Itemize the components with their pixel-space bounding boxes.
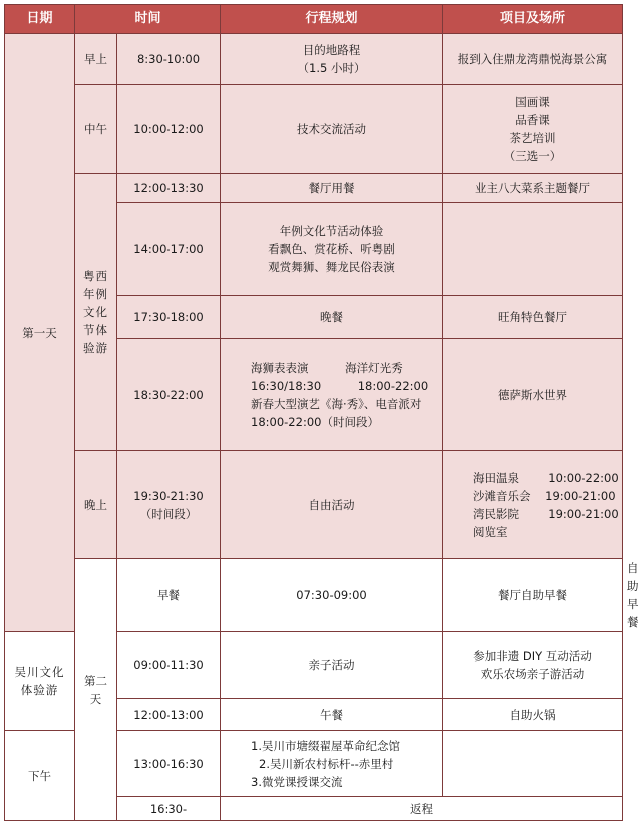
plan-cell: 午餐 [221,699,443,731]
period-label: 中午 [75,85,117,174]
time-cell: 13:00-16:30 [117,731,221,797]
venue-cell: 业主八大菜系主题餐厅 [443,174,623,203]
time-cell: 16:30- [117,797,221,821]
list-item: 3.微党课授课交流 [251,774,343,789]
time-cell: 19:30-21:30 （时间段） [117,451,221,559]
plan-cell: 餐厅自助早餐 [443,559,623,632]
time-cell: 07:30-09:00 [221,559,443,632]
header-row [5,5,623,34]
plan-cell: 晚餐 [221,296,443,339]
header-venue: 项目及场所 [443,5,623,34]
table-row [5,174,623,203]
table-row [5,85,623,174]
table-row: 第二天 早餐 07:30-09:00 餐厅自助早餐 自助早餐 [5,559,623,632]
plan-cell: 亲子活动 [221,632,443,699]
itinerary-table [4,4,639,821]
list-item: 1.吴川市塘缀翟屋革命纪念馆 [251,738,400,753]
time-cell: 8:30-10:00 [117,34,221,85]
header-time: 时间 [75,5,221,34]
venue-cell [443,203,623,296]
venue-cell: 国画课 品香课 茶艺培训 （三选一） [443,85,623,174]
venue-cell: 海田温泉 10:00-22:00 沙滩音乐会 19:00-21:00 湾民影院 19:00-21:00 阅览室 [443,451,623,559]
header-plan: 行程规划 [221,5,443,34]
plan-cell: 自由活动 [221,451,443,559]
plan-cell: 返程 [221,797,623,821]
period-label: 早上 [75,34,117,85]
time-cell: 14:00-17:00 [117,203,221,296]
day1-label: 第一天 [5,34,75,632]
header-date: 日期 [5,5,75,34]
plan-cell: 年例文化节活动体验 看飘色、赏花桥、听粤剧 观赏舞狮、舞龙民俗表演 [221,203,443,296]
venue-cell: 参加非遗 DIY 互动活动 欢乐农场亲子游活动 [443,632,623,699]
venue-cell [443,731,623,797]
table-row [5,34,623,85]
venue-cell: 旺角特色餐厅 [443,296,623,339]
time-cell: 12:00-13:30 [117,174,221,203]
plan-cell: 餐厅用餐 [221,174,443,203]
time-cell: 12:00-13:00 [117,699,221,731]
list-item: 2.吴川新农村标杆--赤里村 [259,756,394,771]
plan-cell: 目的地路程 （1.5 小时） [221,34,443,85]
period-label: 下午 [5,731,75,821]
time-cell: 17:30-18:00 [117,296,221,339]
venue-cell: 报到入住鼎龙湾鼎悦海景公寓 [443,34,623,85]
plan-cell: 海狮表表演 海洋灯光秀 16:30/18:30 18:00-22:00 新春大型演艺《海·秀》、电音派对 18:00-22:00（时间段） [221,339,443,451]
period-label: 晚上 [75,451,117,559]
time-cell: 10:00-12:00 [117,85,221,174]
day2-label: 第二天 [75,559,117,821]
plan-cell: 技术交流活动 [221,85,443,174]
venue-cell: 自助火锅 [443,699,623,731]
time-cell: 09:00-11:30 [117,632,221,699]
culture-tour-label: 粤西年例文化节体验游 [75,174,117,451]
time-cell: 18:30-22:00 [117,339,221,451]
culture-tour-label: 吴川文化体验游 [5,632,75,731]
table-row [5,451,623,559]
plan-cell [221,731,443,797]
period-label: 早餐 [117,559,221,632]
venue-cell: 德萨斯水世界 [443,339,623,451]
